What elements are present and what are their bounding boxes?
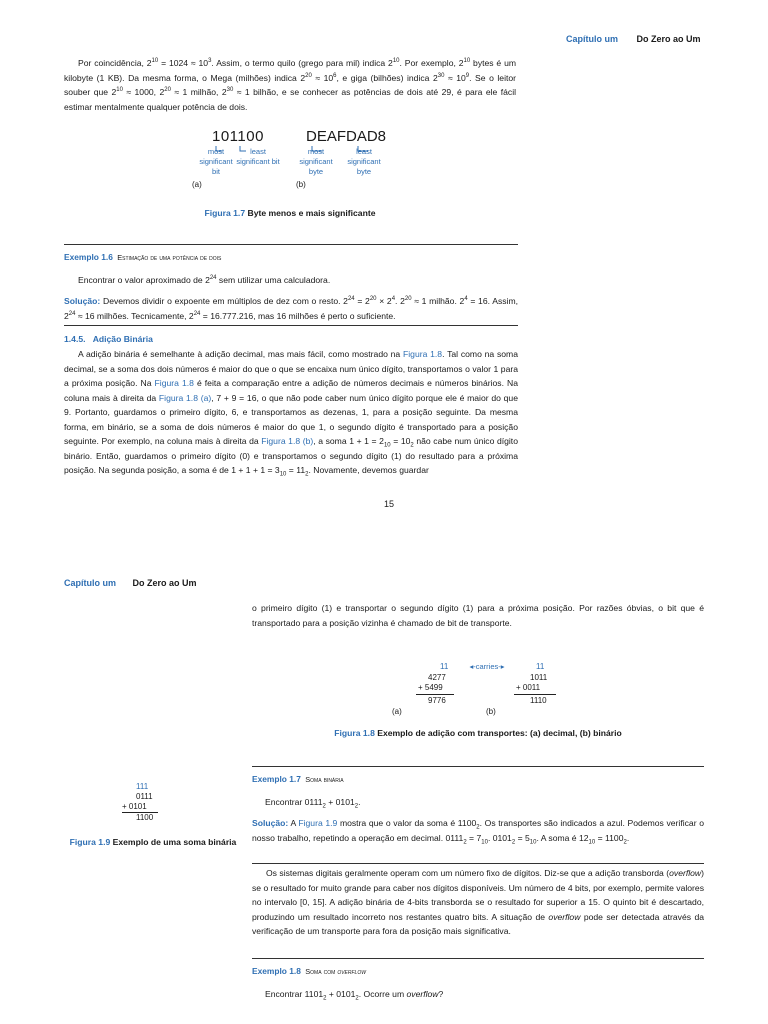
figure-link[interactable]: Figura 1.8 (a) bbox=[158, 392, 212, 403]
msb-label: most significant bit bbox=[199, 147, 233, 176]
bits-value: 101100 bbox=[212, 128, 264, 145]
header-title: Do Zero ao Um bbox=[132, 578, 197, 588]
overflow-paragraph: Os sistemas digitais geralmente operam com um número fixo de dígitos. Diz-se que a adição transborda (overflow) se o resultado for muito grande para caber nos dígitos disponíveis. Um número de 4 bits, por exemplo, permite valores no intervalo [0, 15]. A adição binária de 4-bits transborda se o resultado for superior a 15. O quinto bit é descartado, produzindo um resultado incorreto nos restantes quatro bits. A situação de overflow pode ser detectada através da verificação de um transporte para fora da posição mais significativa. bbox=[252, 868, 705, 936]
header-title: Do Zero ao Um bbox=[636, 34, 701, 44]
bin-sum: 1110 bbox=[530, 696, 547, 705]
header-chapter: Capítulo um bbox=[566, 34, 618, 44]
page1-header bbox=[566, 34, 701, 44]
figure-1-8-caption: Figura 1.8 Exemplo de adição com transportes: (a) decimal, (b) binário bbox=[334, 728, 622, 738]
header-chapter: Capítulo um bbox=[64, 578, 116, 588]
figure-link[interactable]: Figura 1.8 bbox=[403, 349, 443, 359]
figure-1-7-caption: Figura 1.7 Byte menos e mais significante bbox=[204, 208, 376, 218]
continuation-paragraph: o primeiro dígito (1) e transportar o segundo dígito (1) para a próxima posição. Por razões óbvias, o bit que é transportado para a posição vizinha é chamado de bit de transporte. bbox=[252, 603, 704, 628]
dec-tag: (a) bbox=[392, 707, 402, 716]
figure-1-9-caption: Figura 1.9 Exemplo de uma soma binária bbox=[69, 837, 237, 847]
fig19-carry: 111 bbox=[136, 782, 149, 791]
tag-a: (a) bbox=[192, 180, 202, 189]
figure-1-8 bbox=[388, 662, 568, 722]
example-1-6-title: Exemplo 1.6 Estimação de uma potência de dois bbox=[64, 252, 222, 262]
example-1-6-question: Encontrar o valor aproximado de $2^{24}$ sem utilizar uma calculadora. bbox=[78, 275, 331, 285]
example-1-7-title: Exemplo 1.7 Soma binária bbox=[252, 774, 344, 784]
figure-1-9 bbox=[122, 782, 182, 828]
intro-paragraph: Por coincidência, $2^{10} = 1024 \approx 10^3$. Assim, o termo quilo (grego para mil) indica $2^{10}$. Por exemplo, $2^{10}$ bytes é um kilobyte (1 KB). Da mesma forma, o Mega (milhões) indica $2^{20} \approx 10^6$, e giga (bilhões) indica $2^{30} \approx 10^9$. Se o leitor souber que $2^{10} \approx 1000$, $2^{20} \approx 1$ milhão, $2^{30} \approx 1$ bilhão, e se conhecer as potências de dois até 29, é para ele fácil estimar mentalmente qualquer potência de dois. bbox=[64, 58, 517, 112]
lsb-label: least significant bit bbox=[236, 147, 280, 166]
fig19-operand-a: 0111 bbox=[136, 792, 153, 801]
dec-carry: 11 bbox=[440, 662, 449, 671]
tag-b: (b) bbox=[296, 180, 306, 189]
fig19-sum: 1100 bbox=[136, 813, 154, 822]
example-1-6-solution: Solução: Devemos dividir o expoente em múltiplos de dez com o resto. $2^{24} = 2^{20} \times 2^4$. $2^{20} \approx 1$ milhão. $2^4 = 16$. Assim, $2^{24} \approx 16$ milhões. Tecnicamente, $2^{24} = 16.777.216$, mas 16 milhões é perto o suficiente. bbox=[64, 296, 518, 321]
bin-tag: (b) bbox=[486, 707, 496, 716]
figure-link[interactable]: Figura 1.9 bbox=[298, 818, 338, 828]
example-1-7-top-rule bbox=[252, 766, 704, 767]
bytes-value: DEAFDAD8 bbox=[306, 128, 387, 145]
section-heading: 1.4.5. Adição Binária bbox=[64, 334, 153, 344]
bin-operand-b: + 0011 bbox=[516, 683, 541, 692]
dec-sum-rule bbox=[416, 694, 454, 695]
bin-operand-a: 1011 bbox=[530, 673, 548, 682]
example-1-8-top-rule bbox=[252, 958, 704, 959]
figure-link[interactable]: Figura 1.8 bbox=[154, 378, 194, 388]
dec-operand-b: + 5499 bbox=[418, 683, 443, 692]
dec-operand-a: 4277 bbox=[428, 673, 446, 682]
fig19-operand-b: + 0101 bbox=[122, 802, 147, 811]
example-1-8-question: Encontrar $1101_2 + 0101_2$. Ocorre um overflow? bbox=[265, 989, 444, 1002]
example-1-7-question: Encontrar $0111_2 + 0101_2$. bbox=[265, 797, 361, 810]
example-1-8-title: Exemplo 1.8 Soma com overflow bbox=[252, 966, 366, 976]
example-1-7-solution: Solução: A Figura 1.9 mostra que o valor da soma é $1100_2$. Os transportes são indicados a azul. Podemos verificar o nosso trabalho, repetindo a operação em decimal. $0111_2 = 7_{10}$. $0101_2 = 5_{10}$. A soma é $12_{10} = 1100_2$. bbox=[252, 818, 704, 846]
carries-label: ◂-carries-▸ bbox=[469, 662, 505, 671]
lsbyte-label: least significant byte bbox=[347, 147, 381, 176]
bin-sum-rule bbox=[514, 694, 556, 695]
page-number: 15 bbox=[384, 499, 395, 509]
example-1-7-bottom-rule bbox=[252, 863, 704, 864]
example-1-6-bottom-rule bbox=[64, 325, 518, 326]
msbyte-label: most significant byte bbox=[299, 147, 333, 176]
bin-carry: 11 bbox=[536, 662, 545, 671]
dec-sum: 9776 bbox=[428, 696, 446, 705]
example-1-6-top-rule bbox=[64, 244, 518, 245]
page2-header bbox=[64, 578, 197, 588]
figure-1-7 bbox=[188, 128, 408, 192]
section-paragraph: A adição binária é semelhante à adição decimal, mas mais fácil, como mostrado na Figura 1.8. Tal como na soma decimal, se a soma dos dois números é maior do que o que se encaixa num único dígito, transportamos o valor 1 para a próxima posição. Na Figura 1.8 é feita a comparação entre a adição de números decimais e números binários. Na coluna mais à direita da Figura 1.8 (a), 7 + 9 = 16, o que não pode caber num único dígito porque ele é maior do que 9. Portanto, guardamos o primeiro dígito, 6, e transportamos as dezenas, 1, para a posição seguinte. Da mesma forma, em binário, se a soma de dois números é maior do que 1, o segundo dígito é transportado para a posição seguinte. Por exemplo, na coluna mais à direita da Figura 1.8 (b), a soma $1 + 1 = 2_{10} = 10_2$ não cabe num único dígito binário. Então, guardamos o primeiro dígito (0) e transportamos o segundo dígito (1) do resultado para a próxima posição. Na segunda posição, a soma é de $1 + 1 + 1 = 3_{10} = 11_2$. Novamente, devemos guardar bbox=[64, 349, 518, 478]
figure-link[interactable]: Figura 1.8 (b) bbox=[261, 436, 314, 446]
